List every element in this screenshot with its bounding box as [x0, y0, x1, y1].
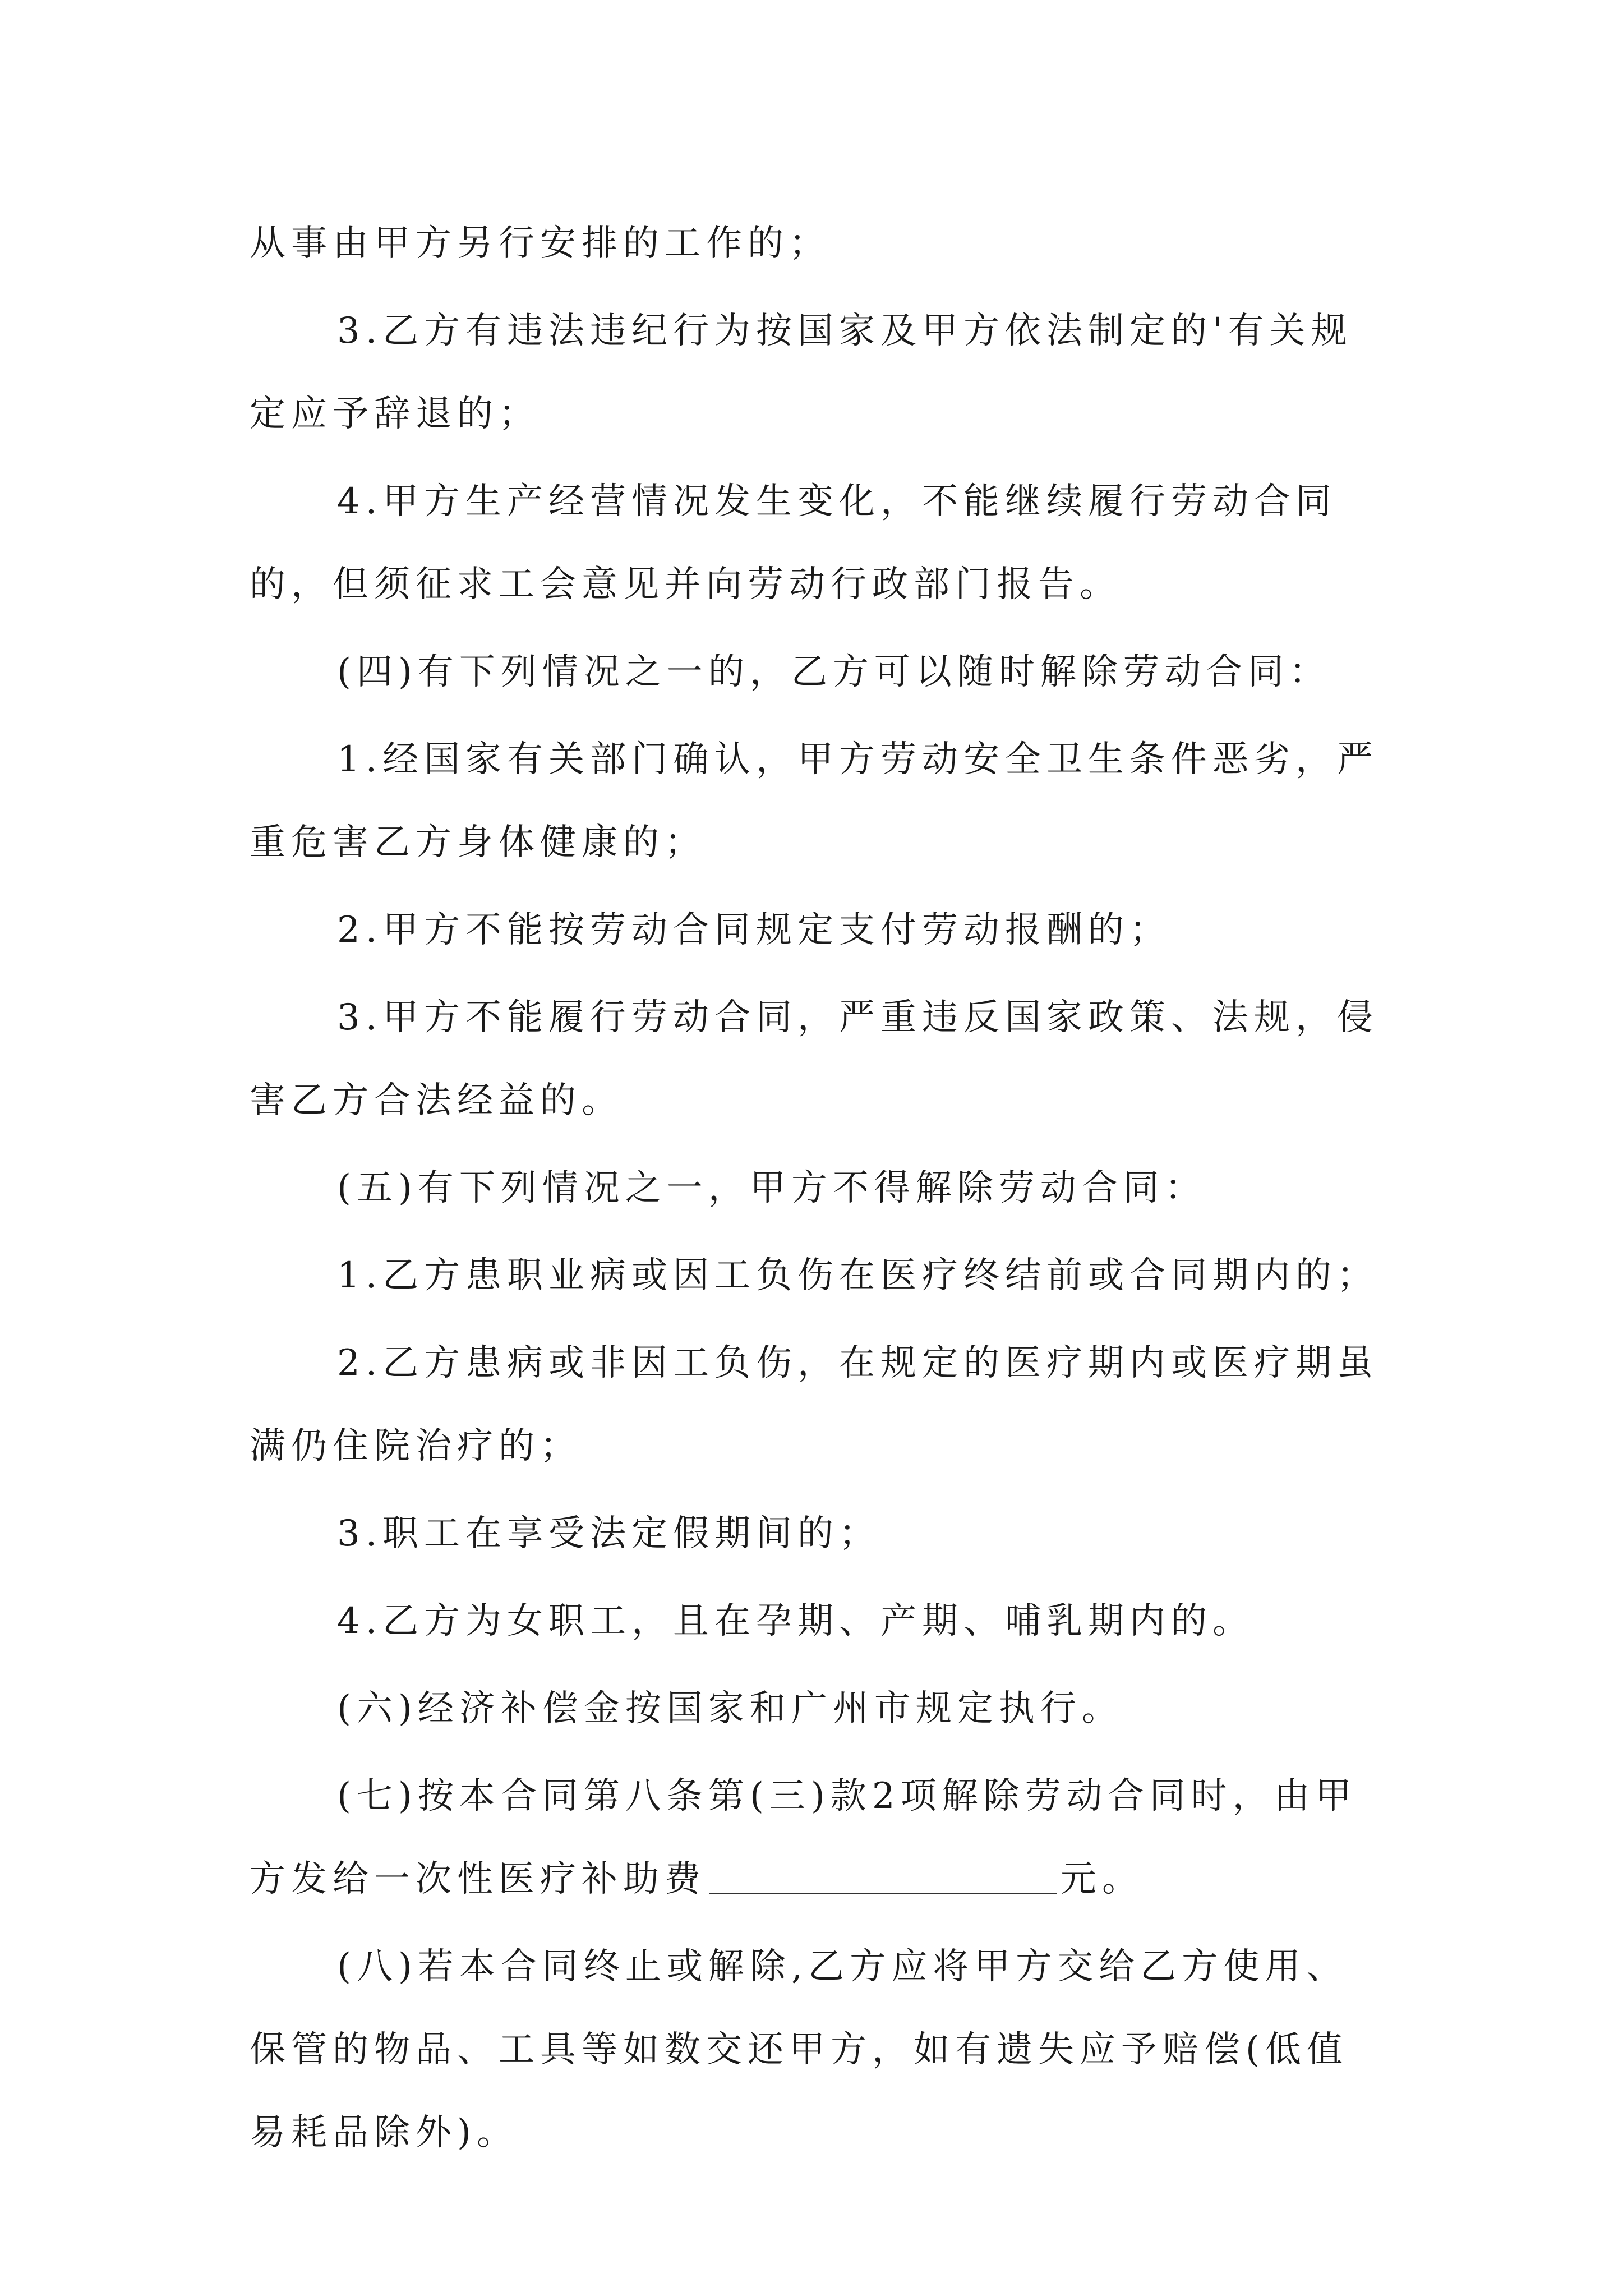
paragraph-item: 1.乙方患职业病或因工负伤在医疗终结前或合同期内的； — [337, 1255, 1379, 1296]
paragraph-item: 1.经国家有关部门确认，甲方劳动安全卫生条件恶劣，严重危害乙方身体健康的； — [250, 739, 1379, 863]
paragraph-clause-eight: (八)若本合同终止或解除,乙方应将甲方交给乙方使用、保管的物品、工具等如数交还甲方，如有遗失应予赔偿(低值易耗品除外)。 — [250, 1946, 1348, 2154]
paragraph-item: 4.甲方生产经营情况发生变化，不能继续履行劳动合同的，但须征求工会意见并向劳动行政部门报告。 — [250, 481, 1338, 605]
paragraph-section-heading: (五)有下列情况之一，甲方不得解除劳动合同： — [337, 1167, 1206, 1209]
paragraph-item: 3.职工在享受法定假期间的； — [337, 1513, 881, 1554]
clause-seven-unit: 元。 — [1061, 1858, 1144, 1900]
clause-seven-text: (七)按本合同第八条第(三)款2项解除劳动合同时，由甲方发给一次性医疗补助费 — [250, 1775, 1357, 1900]
amount-blank-line — [709, 1853, 1057, 1894]
paragraph-clause-seven — [250, 1755, 1382, 1921]
document-body — [250, 202, 1382, 2179]
paragraph-continuation: 从事由甲方另行安排的工作的； — [250, 223, 831, 264]
paragraph-section-heading: (四)有下列情况之一的，乙方可以随时解除劳动合同： — [337, 651, 1331, 693]
paragraph-item: 3.乙方有违法违纪行为按国家及甲方依法制定的'有关规定应予辞退的； — [250, 310, 1353, 435]
paragraph-item: 3.甲方不能履行劳动合同，严重违反国家政策、法规，侵害乙方合法经益的。 — [250, 997, 1379, 1121]
paragraph-item: 2.甲方不能按劳动合同规定支付劳动报酬的； — [337, 909, 1172, 951]
paragraph-section-heading: (六)经济补偿金按国家和广州市规定执行。 — [337, 1688, 1123, 1729]
paragraph-item: 2.乙方患病或非因工负伤，在规定的医疗期内或医疗期虽满仍住院治疗的； — [250, 1342, 1379, 1467]
paragraph-item: 4.乙方为女职工，且在孕期、产期、哺乳期内的。 — [337, 1600, 1255, 1642]
